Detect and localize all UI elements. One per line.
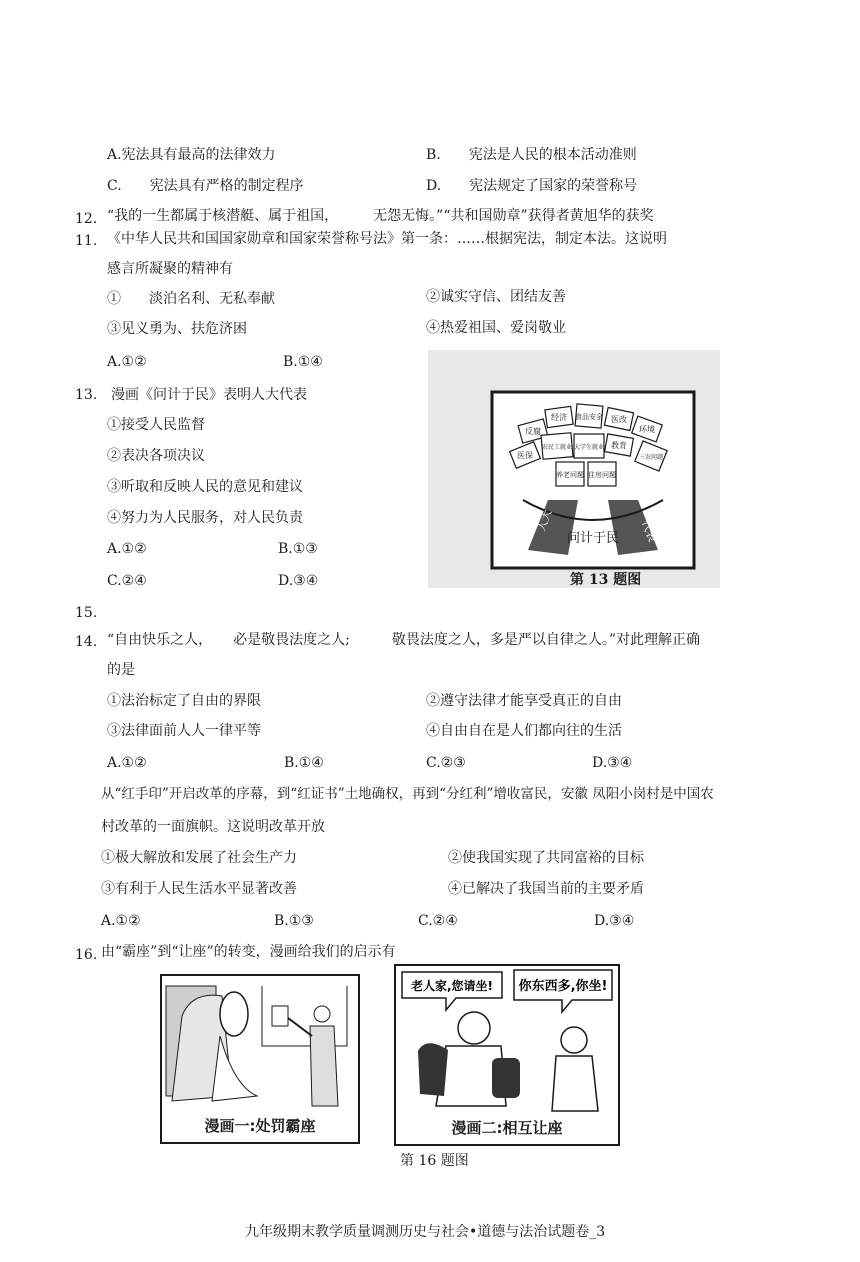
q14-option-3: ③法律面前人人一律平等 [107, 723, 261, 739]
q15-choice-a: A.①② [101, 913, 141, 929]
q14-choice-d: D.③④ [592, 755, 633, 771]
q11-stem-line2: 感言所凝聚的精神有 [107, 261, 233, 277]
card-nongmingong: 农民工就业 [541, 444, 573, 451]
q11-option-1: ① 淡泊名利、无私奉献 [107, 291, 275, 307]
q15-option-1: ①极大解放和发展了社会生产力 [101, 850, 297, 866]
q13-choice-a: A.①② [107, 541, 147, 557]
figure-16-caption: 第 16 题图 [400, 1153, 469, 1169]
q13-option-1: ①接受人民监督 [107, 417, 205, 433]
q15-option-4: ④已解决了我国当前的主要矛盾 [448, 881, 644, 897]
q14-option-1: ①法治标定了自由的界限 [107, 693, 261, 709]
cartoon-16-panel-2 [394, 964, 620, 1146]
q15-number: 15. [75, 605, 98, 621]
cartoon-16-caption-1: 漫画一:处罚霸座 [204, 1117, 316, 1135]
q12-stem: “我的一生都属于核潜艇、属于祖国， 无怨无悔。”“共和国勋章”获得者黄旭华的获奖 [107, 208, 654, 224]
q11-number: 11. [75, 233, 98, 249]
q10-option-a: A.宪法具有最高的法律效力 [107, 147, 276, 163]
cartoon-13-illustration [428, 350, 720, 588]
q14-option-2: ②遵守法律才能享受真正的自由 [426, 693, 622, 709]
card-shipin: 食品安全 [575, 413, 603, 421]
q16-stem: 由“霸座”到“让座”的转变，漫画给我们的启示有 [101, 944, 396, 960]
q15-choice-c: C.②④ [418, 913, 458, 929]
cartoon-13-caption: 第 13 题图 [570, 572, 642, 588]
q15-stem-line2: 村改革的一面旗帜。这说明改革开放 [101, 819, 325, 835]
q14-choice-c: C.②③ [426, 755, 466, 771]
cartoon-16-illustration-1 [162, 976, 358, 1116]
q13-choice-b: B.①③ [278, 541, 318, 557]
q14-choice-a: A.①② [107, 755, 147, 771]
q10-option-d: D. 宪法规定了国家的荣誉称号 [426, 178, 638, 194]
q10-option-b: B. 宪法是人民的根本活动准则 [426, 147, 637, 163]
q13-option-2: ②表决各项决议 [107, 448, 205, 464]
card-yigai: 医改 [611, 415, 627, 424]
q11-option-3: ③见义勇为、扶危济困 [107, 321, 247, 337]
cartoon-13-banner: 问计于民 [566, 531, 620, 546]
q13-choice-c: C.②④ [107, 573, 147, 589]
card-yibao: 医保 [517, 451, 533, 460]
q13-option-3: ③听取和反映人民的意见和建议 [107, 479, 303, 495]
cartoon-13-panel [428, 350, 720, 588]
card-zhufang: 住房问题 [588, 471, 616, 479]
q13-option-4: ④努力为人民服务，对人民负责 [107, 510, 303, 526]
q15-stem: 从“红手印”开启改革的序幕，到“红证书”土地确权，再到“分红利”增收富民，安徽 凤阳小岗村是中国农 [101, 786, 714, 802]
q14-stem: “自由快乐之人， 必是敬畏法度之人; 敬畏法度之人，多是严以自律之人。”对此理解正确 [107, 632, 701, 648]
card-jiaoyu: 教育 [611, 441, 627, 450]
q15-choice-b: B.①③ [274, 913, 314, 929]
cartoon-16-panel-1 [160, 974, 360, 1144]
q15-option-3: ③有利于人民生活水平显著改善 [101, 881, 297, 897]
card-huanjing: 环境 [639, 425, 655, 434]
q11-choice-a: A.①② [107, 354, 147, 370]
q14-option-4: ④自由自在是人们都向往的生活 [426, 723, 622, 739]
q11-stem: 《中华人民共和国国家勋章和国家荣誉称号法》第一条：……根据宪法，制定本法。这说明 [107, 231, 667, 247]
q11-option-2: ②诚实守信、团结友善 [426, 289, 566, 305]
card-fanfu: 反腐 [525, 427, 541, 436]
q11-choice-b: B.①④ [283, 354, 323, 370]
cartoon-13-left-sleeve: 人大 [534, 507, 555, 534]
q12-number: 12. [75, 211, 98, 227]
card-sannong: 三农问题 [638, 454, 664, 461]
q14-stem-line2: 的是 [107, 662, 135, 678]
q15-option-2: ②使我国实现了共同富裕的目标 [448, 850, 644, 866]
q16-number: 16. [75, 947, 98, 963]
q11-option-4: ④热爱祖国、爱岗敬业 [426, 320, 566, 336]
page-footer: 九年级期末教学质量调测历史与社会•道德与法治试题卷_3 [245, 1224, 606, 1240]
q13-stem: 漫画《问计于民》表明人大代表 [111, 387, 307, 403]
cartoon-16-caption-2: 漫画二:相互让座 [451, 1119, 563, 1137]
q13-number: 13. [75, 387, 98, 403]
cartoon-16-bubble-right: 你东西多,你坐! [518, 979, 608, 994]
q14-number: 14. [75, 634, 98, 650]
cartoon-16-illustration-2 [396, 966, 618, 1116]
q10-option-c: C. 宪法具有严格的制定程序 [107, 178, 304, 194]
q15-choice-d: D.③④ [594, 913, 635, 929]
cartoon-16-bubble-left: 老人家,您请坐! [410, 979, 494, 993]
q14-choice-b: B.①④ [284, 755, 324, 771]
card-daxuesheng: 大学生就业 [573, 444, 605, 451]
card-yanglao: 养老问题 [556, 471, 584, 479]
cartoon-13-right-sleeve: 代表 [639, 518, 659, 544]
q13-choice-d: D.③④ [278, 573, 319, 589]
card-jingji: 经济 [551, 413, 567, 422]
